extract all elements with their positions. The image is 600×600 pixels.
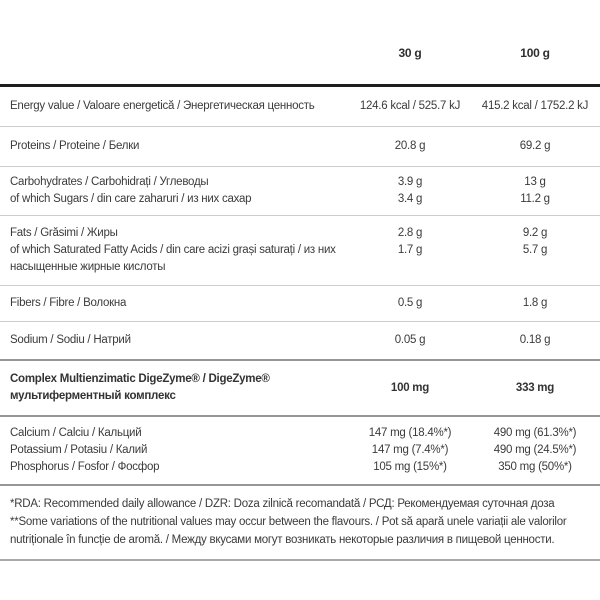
row-value-30g-energy: 124.6 kcal / 525.7 kJ: [359, 100, 461, 112]
row-label-fats: Fats / Grăsimi / Жиры of which Saturated Fatty Acids / din care acizi grași saturați / из них насыщенные жирные кислоты: [10, 227, 336, 273]
table-row-energy: [0, 87, 600, 127]
table-row-fibers: [0, 286, 600, 322]
table-row-digezyme: [0, 361, 600, 417]
row-value-100g-fibers: 1.8 g: [522, 297, 548, 309]
row-label-proteins: Proteins / Proteine / Белки: [10, 140, 140, 152]
row-value-100g-sodium: 0.18 g: [519, 334, 551, 346]
row-label-minerals: Calcium / Calciu / Кальций Potassium / Potasiu / Калий Phosphorus / Fosfor / Фосфор: [10, 427, 160, 473]
row-value-100g-energy: 415.2 kcal / 1752.2 kJ: [481, 100, 589, 112]
row-value-100g-fats: 9.2 g 5.7 g: [522, 227, 548, 256]
row-value-100g-proteins: 69.2 g: [519, 140, 551, 152]
header-spacer: [0, 45, 350, 61]
footnote-rda: *RDA: Recommended daily allowance / DZR: Doza zilnică recomandată / РСД: Рекомендуемая суточная доза: [10, 498, 555, 510]
row-value-30g-carbs: 3.9 g 3.4 g: [397, 176, 423, 205]
footnotes: [0, 486, 600, 561]
row-value-100g-minerals: 490 mg (61.3%*) 490 mg (24.5%*) 350 mg (50%*): [493, 427, 577, 473]
row-value-30g-minerals: 147 mg (18.4%*) 147 mg (7.4%*) 105 mg (15%*): [368, 427, 452, 473]
table-row-minerals: [0, 417, 600, 486]
table-row-sodium: [0, 322, 600, 361]
row-value-100g-digezyme: 333 mg: [515, 381, 555, 394]
table-row-proteins: [0, 127, 600, 167]
row-label-sodium: Sodium / Sodiu / Натрий: [10, 334, 131, 346]
row-value-30g-proteins: 20.8 g: [394, 140, 426, 152]
column-header-100g: 100 g: [520, 46, 550, 60]
row-value-30g-fibers: 0.5 g: [397, 297, 423, 309]
row-label-fibers: Fibers / Fibre / Волокна: [10, 297, 127, 309]
table-row-carbs: [0, 167, 600, 216]
footnote-variations: **Some variations of the nutritional values may occur between the flavours. / Pot să apară unele variații ale valorilor nutriționale în funcție de aromă. / Между вкусами могут возникать некоторые различия в пищевой ценности.: [10, 516, 567, 546]
table-row-fats: [0, 216, 600, 286]
row-value-30g-fats: 2.8 g 1.7 g: [397, 227, 423, 256]
column-header-30g: 30 g: [398, 46, 422, 60]
row-value-30g-sodium: 0.05 g: [394, 334, 426, 346]
row-label-carbs: Carbohydrates / Carbohidrați / Углеводы of which Sugars / din care zaharuri / из них сахар: [10, 176, 252, 205]
row-label-digezyme: Complex Multienzimatic DigeZyme® / DigeZyme® мультиферментный комплекс: [10, 373, 270, 402]
table-header-row: [0, 45, 600, 87]
row-value-100g-carbs: 13 g 11.2 g: [520, 176, 550, 205]
nutrition-rows: [0, 87, 600, 486]
row-label-energy: Energy value / Valoare energetică / Энергетическая ценность: [10, 100, 315, 112]
row-value-30g-digezyme: 100 mg: [390, 381, 430, 394]
